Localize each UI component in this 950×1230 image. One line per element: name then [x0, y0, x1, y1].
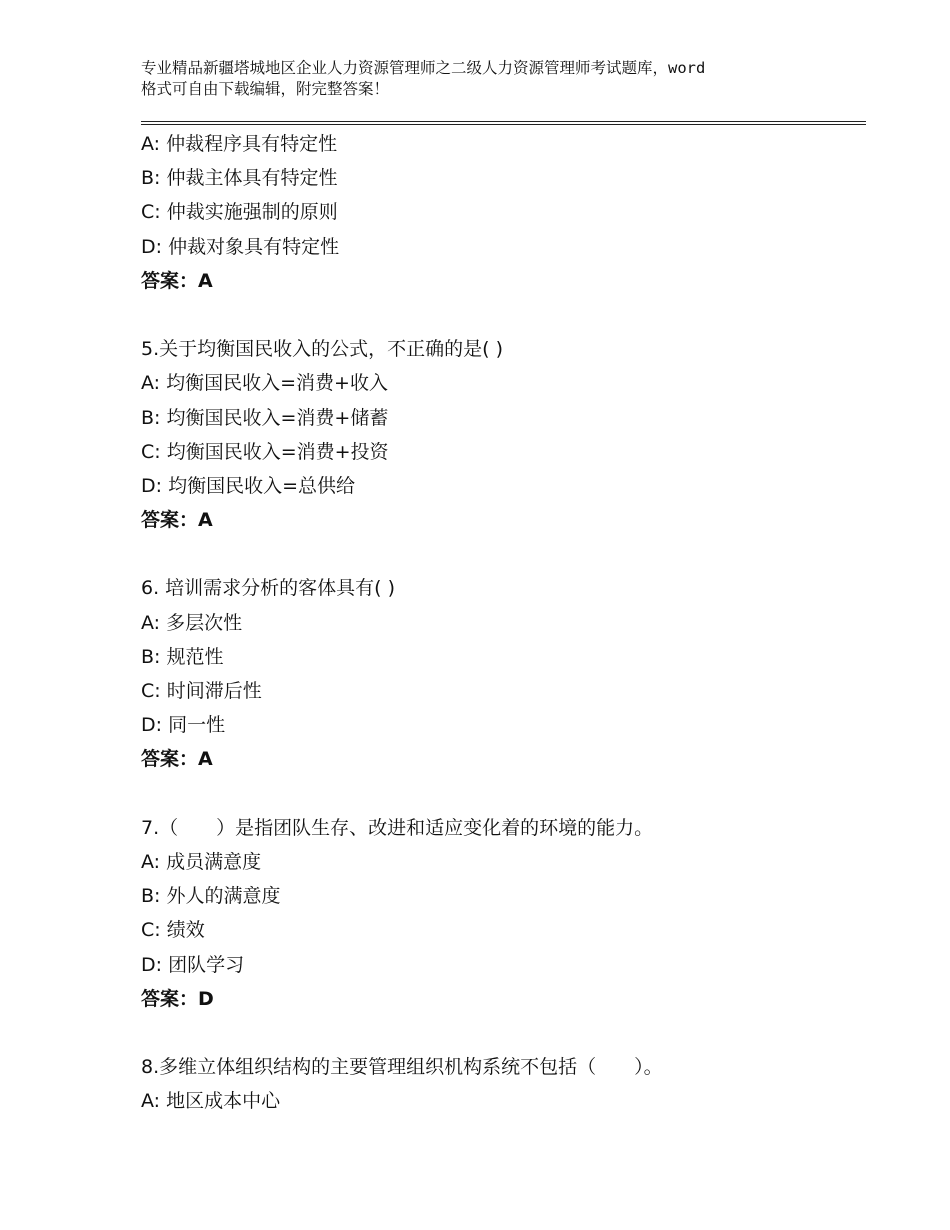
- option-line: A: 多层次性: [141, 611, 243, 634]
- question-stem: 8.多维立体组织结构的主要管理组织机构系统不包括（ ）。: [141, 1056, 663, 1079]
- question-stem: 7.（ ）是指团队生存、改进和适应变化着的环境的能力。: [141, 816, 654, 839]
- header-title-line-2: 格式可自由下载编辑，附完整答案！: [141, 80, 390, 98]
- document-header: [141, 58, 831, 100]
- option-line: B: 外人的满意度: [141, 885, 281, 908]
- header-rule-bottom: [141, 124, 866, 125]
- answer-line: 答案：A: [141, 748, 213, 771]
- block-spacer: [141, 537, 866, 571]
- option-line: D: 均衡国民收入=总供给: [141, 474, 355, 497]
- option-line: C: 时间滞后性: [141, 680, 262, 702]
- answer-line: 答案：A: [141, 509, 213, 532]
- option-line: A: 成员满意度: [141, 850, 262, 873]
- option-line: C: 绩效: [141, 919, 205, 942]
- answer-line: 答案：D: [141, 987, 214, 1010]
- block-spacer: [141, 298, 866, 332]
- option-line: C: 仲裁实施强制的原则: [141, 201, 338, 224]
- option-line: B: 规范性: [141, 645, 224, 668]
- question-list: [141, 127, 866, 1118]
- header-title-line-1: 专业精品新疆塔城地区企业人力资源管理师之二级人力资源管理师考试题库，word: [141, 59, 706, 77]
- option-line: D: 同一性: [141, 714, 226, 737]
- option-line: A: 地区成本中心: [141, 1090, 281, 1113]
- question-stem: 6. 培训需求分析的客体具有( ): [141, 577, 396, 600]
- option-line: A: 仲裁程序具有特定性: [141, 133, 338, 155]
- option-line: B: 仲裁主体具有特定性: [141, 167, 338, 190]
- option-line: D: 团队学习: [141, 953, 245, 976]
- answer-line: 答案：A: [141, 269, 213, 292]
- option-line: A: 均衡国民收入=消费+收入: [141, 372, 388, 395]
- block-spacer: [141, 1016, 866, 1050]
- option-line: B: 均衡国民收入=消费+储蓄: [141, 406, 389, 429]
- block-spacer: [141, 777, 866, 811]
- question-stem: 5.关于均衡国民收入的公式，不正确的是( ): [141, 338, 503, 361]
- option-line: C: 均衡国民收入=消费+投资: [141, 440, 389, 463]
- header-rule-top: [141, 121, 866, 122]
- option-line: D: 仲裁对象具有特定性: [141, 235, 340, 258]
